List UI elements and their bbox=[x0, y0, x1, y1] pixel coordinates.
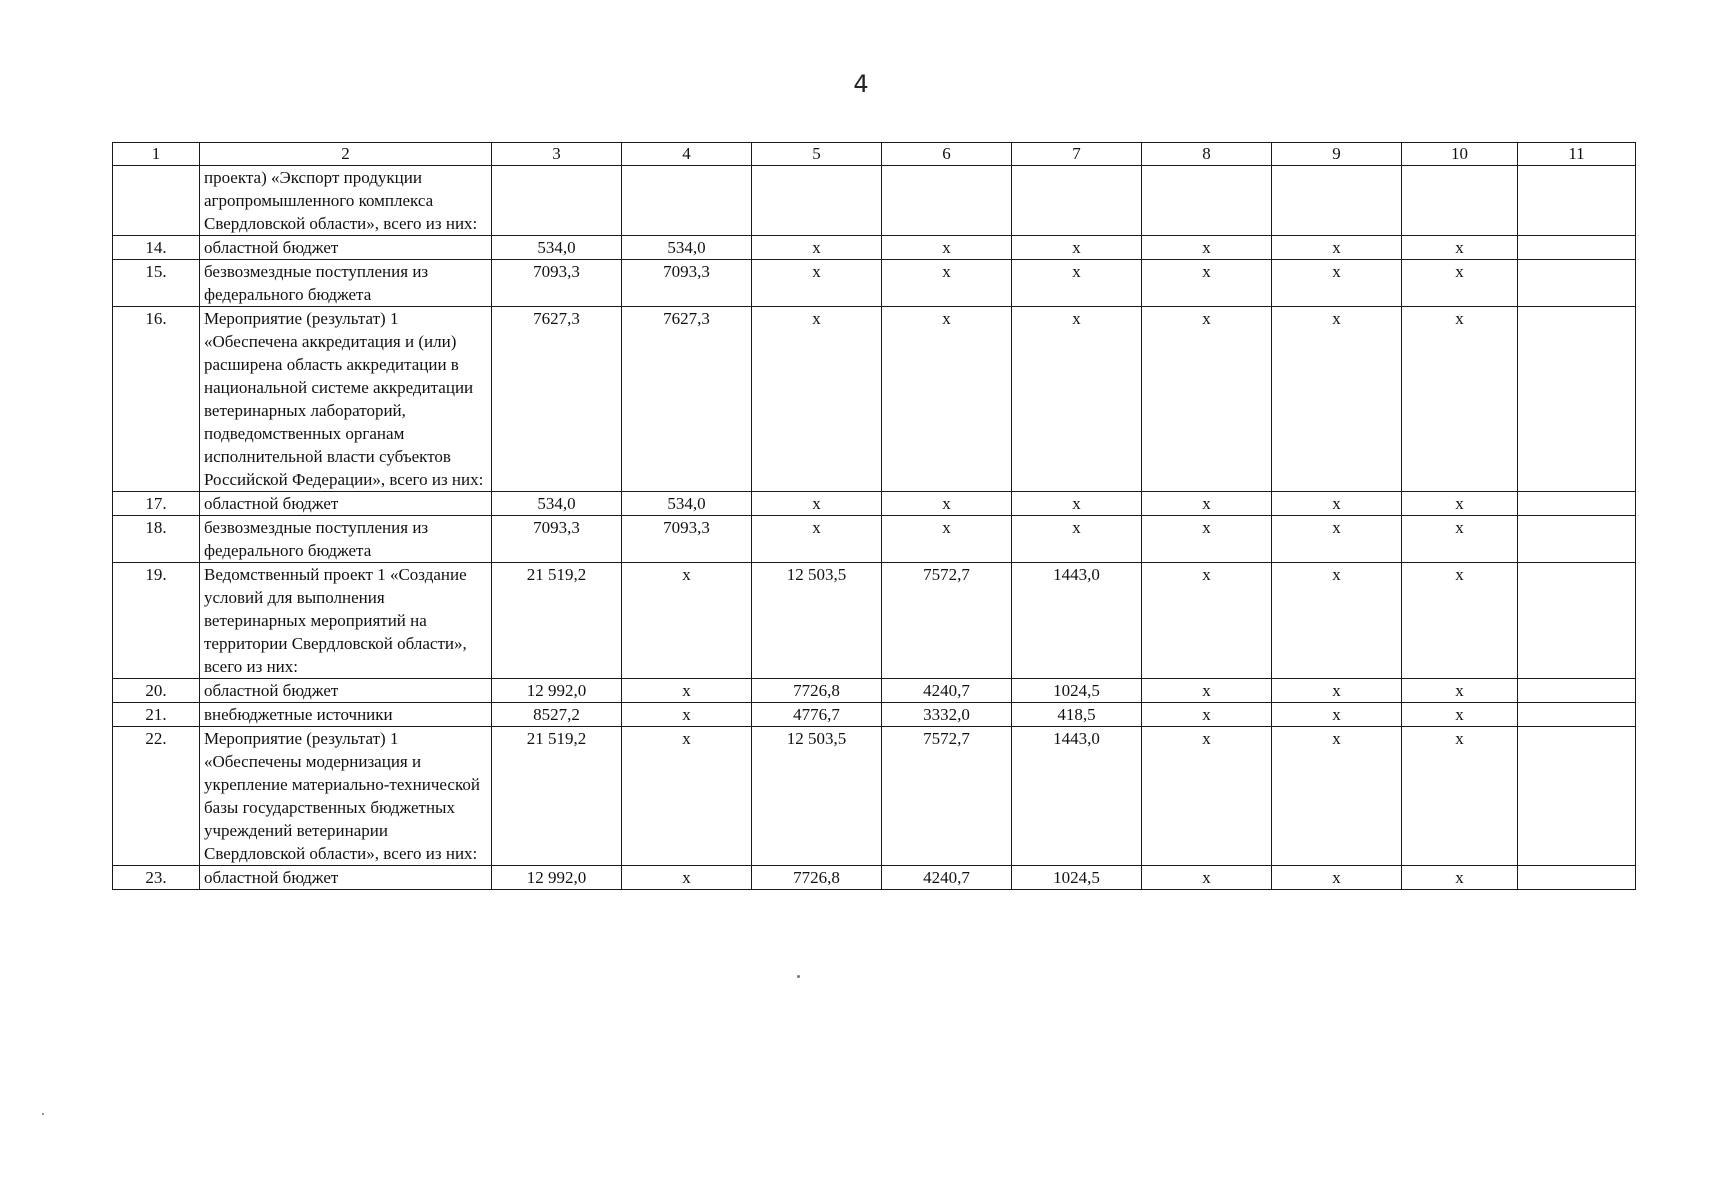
value-cell: х bbox=[1142, 866, 1272, 890]
value-cell: х bbox=[622, 563, 752, 679]
value-cell: х bbox=[882, 307, 1012, 492]
value-cell: х bbox=[1402, 260, 1518, 307]
row-name: Ведомственный проект 1 «Создание условий для выполнения ветеринарных мероприятий на территории Свердловской области», всего из них: bbox=[200, 563, 492, 679]
row-name: областной бюджет bbox=[200, 492, 492, 516]
value-cell: 1024,5 bbox=[1012, 679, 1142, 703]
table-row bbox=[113, 516, 1636, 563]
value-cell: х bbox=[1272, 866, 1402, 890]
value-cell: 7572,7 bbox=[882, 563, 1012, 679]
value-cell: х bbox=[1142, 679, 1272, 703]
row-number: 16. bbox=[113, 307, 200, 492]
row-number: 23. bbox=[113, 866, 200, 890]
value-cell: 4776,7 bbox=[752, 703, 882, 727]
header-row bbox=[113, 143, 1636, 166]
value-cell: 7726,8 bbox=[752, 866, 882, 890]
value-cell: х bbox=[1142, 236, 1272, 260]
row-number: 14. bbox=[113, 236, 200, 260]
value-cell: х bbox=[1142, 492, 1272, 516]
value-cell: х bbox=[1272, 703, 1402, 727]
row-number: 22. bbox=[113, 727, 200, 866]
table-row bbox=[113, 492, 1636, 516]
column-header: 4 bbox=[622, 143, 752, 166]
row-name: безвозмездные поступления из федерального бюджета bbox=[200, 516, 492, 563]
value-cell: 534,0 bbox=[492, 492, 622, 516]
value-cell bbox=[752, 166, 882, 236]
value-cell bbox=[1518, 166, 1636, 236]
table-row bbox=[113, 727, 1636, 866]
value-cell: 12 503,5 bbox=[752, 727, 882, 866]
value-cell: 534,0 bbox=[622, 236, 752, 260]
value-cell: х bbox=[1142, 703, 1272, 727]
value-cell: х bbox=[1272, 563, 1402, 679]
value-cell: х bbox=[622, 679, 752, 703]
value-cell: х bbox=[752, 516, 882, 563]
column-header: 3 bbox=[492, 143, 622, 166]
column-header: 8 bbox=[1142, 143, 1272, 166]
row-name: Мероприятие (результат) 1 «Обеспечены модернизация и укрепление материально-технической базы государственных бюджетных учреждений ветеринарии Свердловской области», всего из них: bbox=[200, 727, 492, 866]
value-cell: 7726,8 bbox=[752, 679, 882, 703]
value-cell: х bbox=[1402, 727, 1518, 866]
value-cell: х bbox=[1402, 236, 1518, 260]
value-cell: х bbox=[1402, 516, 1518, 563]
value-cell bbox=[1012, 166, 1142, 236]
value-cell: х bbox=[752, 260, 882, 307]
value-cell: х bbox=[622, 703, 752, 727]
value-cell: х bbox=[1272, 679, 1402, 703]
value-cell: х bbox=[1012, 236, 1142, 260]
value-cell: 12 992,0 bbox=[492, 679, 622, 703]
value-cell bbox=[622, 166, 752, 236]
column-header: 11 bbox=[1518, 143, 1636, 166]
value-cell: 534,0 bbox=[622, 492, 752, 516]
column-header: 5 bbox=[752, 143, 882, 166]
table-row bbox=[113, 307, 1636, 492]
row-number: 19. bbox=[113, 563, 200, 679]
row-number: 21. bbox=[113, 703, 200, 727]
value-cell: х bbox=[1402, 703, 1518, 727]
value-cell bbox=[1518, 307, 1636, 492]
value-cell: 7093,3 bbox=[492, 516, 622, 563]
table-row bbox=[113, 679, 1636, 703]
value-cell: 1443,0 bbox=[1012, 563, 1142, 679]
value-cell: 12 503,5 bbox=[752, 563, 882, 679]
value-cell: х bbox=[1012, 492, 1142, 516]
column-header: 6 bbox=[882, 143, 1012, 166]
value-cell: 8527,2 bbox=[492, 703, 622, 727]
row-number: 20. bbox=[113, 679, 200, 703]
value-cell: х bbox=[1012, 307, 1142, 492]
value-cell bbox=[882, 166, 1012, 236]
row-name: проекта) «Экспорт продукции агропромышленного комплекса Свердловской области», всего из них: bbox=[200, 166, 492, 236]
table-row bbox=[113, 563, 1636, 679]
value-cell: 7627,3 bbox=[492, 307, 622, 492]
value-cell: х bbox=[882, 492, 1012, 516]
value-cell: х bbox=[1402, 563, 1518, 679]
column-header: 10 bbox=[1402, 143, 1518, 166]
value-cell: х bbox=[1402, 307, 1518, 492]
value-cell: 1443,0 bbox=[1012, 727, 1142, 866]
value-cell: х bbox=[1142, 727, 1272, 866]
value-cell bbox=[1518, 866, 1636, 890]
table-row bbox=[113, 866, 1636, 890]
value-cell: х bbox=[882, 236, 1012, 260]
row-name: областной бюджет bbox=[200, 866, 492, 890]
row-number bbox=[113, 166, 200, 236]
value-cell: х bbox=[1142, 516, 1272, 563]
value-cell: 21 519,2 bbox=[492, 563, 622, 679]
row-number: 15. bbox=[113, 260, 200, 307]
value-cell: х bbox=[622, 866, 752, 890]
row-name: областной бюджет bbox=[200, 236, 492, 260]
row-name: областной бюджет bbox=[200, 679, 492, 703]
value-cell: х bbox=[1142, 563, 1272, 679]
value-cell: 7093,3 bbox=[492, 260, 622, 307]
row-name: безвозмездные поступления из федерального бюджета bbox=[200, 260, 492, 307]
row-number: 18. bbox=[113, 516, 200, 563]
value-cell: 4240,7 bbox=[882, 679, 1012, 703]
value-cell bbox=[492, 166, 622, 236]
value-cell: 7572,7 bbox=[882, 727, 1012, 866]
value-cell bbox=[1518, 563, 1636, 679]
column-header: 2 bbox=[200, 143, 492, 166]
value-cell: х bbox=[1272, 307, 1402, 492]
value-cell bbox=[1518, 703, 1636, 727]
value-cell: 21 519,2 bbox=[492, 727, 622, 866]
value-cell bbox=[1518, 679, 1636, 703]
value-cell: х bbox=[1272, 236, 1402, 260]
value-cell bbox=[1518, 236, 1636, 260]
value-cell: 4240,7 bbox=[882, 866, 1012, 890]
value-cell: 7093,3 bbox=[622, 260, 752, 307]
table-row bbox=[113, 260, 1636, 307]
column-header: 1 bbox=[113, 143, 200, 166]
value-cell: х bbox=[752, 307, 882, 492]
value-cell: х bbox=[1402, 679, 1518, 703]
column-header: 7 bbox=[1012, 143, 1142, 166]
value-cell: 7627,3 bbox=[622, 307, 752, 492]
value-cell: х bbox=[1142, 307, 1272, 492]
value-cell: х bbox=[1012, 516, 1142, 563]
table-row bbox=[113, 236, 1636, 260]
value-cell: 12 992,0 bbox=[492, 866, 622, 890]
value-cell: х bbox=[882, 260, 1012, 307]
value-cell bbox=[1518, 727, 1636, 866]
budget-table bbox=[112, 142, 1636, 890]
value-cell: х bbox=[1012, 260, 1142, 307]
page-number: 4 bbox=[853, 70, 869, 98]
row-name: Мероприятие (результат) 1 «Обеспечена аккредитация и (или) расширена область аккредитации в национальной системе аккредитации ветеринарных лабораторий, подведомственных органам исполнительной власти субъектов Российской Федерации», всего из них: bbox=[200, 307, 492, 492]
table-row bbox=[113, 703, 1636, 727]
value-cell: 3332,0 bbox=[882, 703, 1012, 727]
scan-speck bbox=[42, 1113, 44, 1115]
value-cell: 1024,5 bbox=[1012, 866, 1142, 890]
value-cell: х bbox=[1272, 260, 1402, 307]
value-cell: 418,5 bbox=[1012, 703, 1142, 727]
row-number: 17. bbox=[113, 492, 200, 516]
value-cell: х bbox=[1142, 260, 1272, 307]
table-row bbox=[113, 166, 1636, 236]
row-name: внебюджетные источники bbox=[200, 703, 492, 727]
value-cell bbox=[1402, 166, 1518, 236]
value-cell: х bbox=[752, 492, 882, 516]
value-cell: 534,0 bbox=[492, 236, 622, 260]
value-cell: х bbox=[882, 516, 1012, 563]
table-body bbox=[113, 166, 1636, 890]
value-cell: х bbox=[1272, 492, 1402, 516]
value-cell: х bbox=[1272, 727, 1402, 866]
scan-speck bbox=[797, 975, 800, 978]
value-cell: х bbox=[752, 236, 882, 260]
value-cell bbox=[1518, 516, 1636, 563]
value-cell bbox=[1518, 260, 1636, 307]
value-cell: х bbox=[1402, 866, 1518, 890]
value-cell: 7093,3 bbox=[622, 516, 752, 563]
column-header: 9 bbox=[1272, 143, 1402, 166]
value-cell: х bbox=[1402, 492, 1518, 516]
value-cell bbox=[1142, 166, 1272, 236]
value-cell: х bbox=[622, 727, 752, 866]
value-cell: х bbox=[1272, 516, 1402, 563]
value-cell bbox=[1272, 166, 1402, 236]
value-cell bbox=[1518, 492, 1636, 516]
